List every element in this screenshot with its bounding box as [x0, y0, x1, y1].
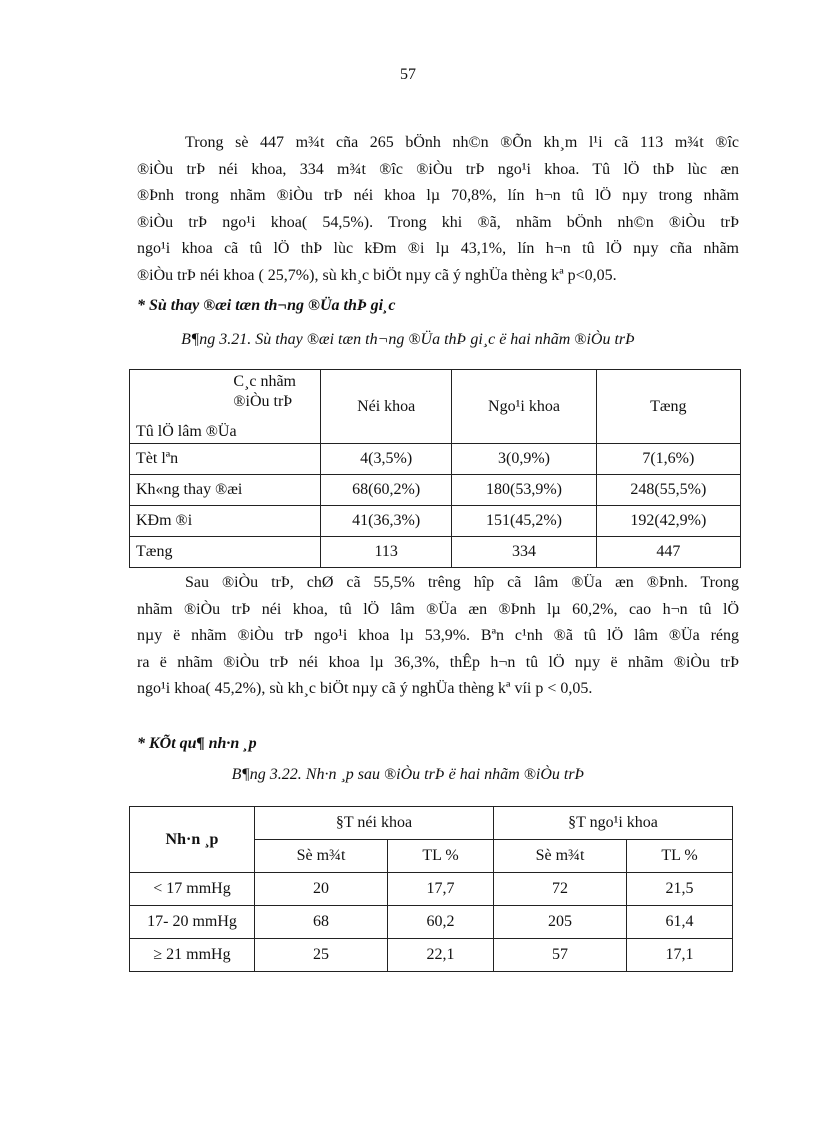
table-cell: 22,1 — [388, 939, 494, 972]
paragraph-line: nµy ë nhãm ®iÒu trÞ ngo¹i khoa lµ 53,9%. Bªn c¹nh ®ã tû lÖ lâm ®Üa réng — [137, 627, 739, 645]
corner-bottom-label: Tû lÖ lâm ®Üa — [136, 423, 237, 440]
table-cell: 334 — [452, 537, 596, 568]
table-cell: 7(1,6%) — [596, 444, 740, 475]
table-corner-header — [130, 370, 321, 444]
section-heading-iop: * KÕt qu¶ nh·n ¸p — [137, 735, 257, 752]
table-cell: 72 — [493, 873, 626, 906]
table-caption-3-22: B¶ng 3.22. Nh·n ¸p sau ®iÒu trÞ ë hai nhãm ®iÒu trÞ — [231, 766, 585, 783]
table-row — [130, 537, 741, 568]
subcolumn-header: TL % — [388, 840, 494, 873]
paragraph-line: ®iÒu trÞ néi khoa ( 25,7%), sù kh¸c biÖt nµy cã ý nghÜa thèng kª p<0,05. — [137, 266, 617, 284]
table-cell: 20 — [255, 873, 388, 906]
paragraph-line: ngo¹i khoa( 45,2%), sù kh¸c biÖt nµy cã ý nghÜa thèng kª víi p < 0,05. — [137, 680, 593, 698]
table-cell: 205 — [493, 906, 626, 939]
table-cell: 113 — [321, 537, 452, 568]
row-label: Tèt lªn — [130, 444, 321, 475]
table-cell: 180(53,9%) — [452, 475, 596, 506]
table-cell: 61,4 — [627, 906, 733, 939]
column-header: Ngo¹i khoa — [452, 370, 596, 444]
column-header: Néi khoa — [321, 370, 452, 444]
paragraph-intro — [137, 130, 739, 290]
paragraph-line: ®iÒu trÞ néi khoa, 334 m¾t ®îc ®iÒu trÞ ngo¹i khoa. Tû lÖ thÞ lùc æn — [137, 160, 739, 178]
section-heading-disc-change: * Sù thay ®æi tæn th¬ng ®Üa thÞ gi¸c — [137, 297, 396, 314]
subcolumn-header: Sè m¾t — [255, 840, 388, 873]
row-label: ≥ 21 mmHg — [130, 939, 255, 972]
table-cell: 60,2 — [388, 906, 494, 939]
table-row — [130, 444, 741, 475]
page-number: 57 — [400, 66, 416, 83]
subcolumn-header: Sè m¾t — [493, 840, 626, 873]
table-cell: 447 — [596, 537, 740, 568]
paragraph-line: ®iÒu trÞ ngo¹i khoa( 54,5%). Trong khi ®ã, nhãm bÖnh nh©n ®iÒu trÞ — [137, 213, 739, 231]
table-disc-change — [129, 369, 741, 568]
paragraph-line: ra ë nhãm ®iÒu trÞ néi khoa lµ 36,3%, thÊp h¬n tû lÖ nµy ë nhãm ®iÒu trÞ — [137, 653, 739, 671]
table-row — [130, 906, 733, 939]
table-cell: 68(60,2%) — [321, 475, 452, 506]
column-header: Tæng — [596, 370, 740, 444]
table-cell: 17,1 — [627, 939, 733, 972]
row-label: KÐm ®i — [130, 506, 321, 537]
table-cell: 3(0,9%) — [452, 444, 596, 475]
table-cell: 68 — [255, 906, 388, 939]
group-header: §T néi khoa — [255, 807, 494, 840]
group-header: §T ngo¹i khoa — [493, 807, 732, 840]
paragraph-disc-result — [137, 570, 739, 703]
table-header-row — [130, 807, 733, 840]
row-label: Kh«ng thay ®æi — [130, 475, 321, 506]
corner-top-line: ®iÒu trÞ — [233, 393, 293, 410]
table-caption-3-21: B¶ng 3.21. Sù thay ®æi tæn th¬ng ®Üa thÞ gi¸c ë hai nhãm ®iÒu trÞ — [181, 331, 635, 348]
table-cell: 4(3,5%) — [321, 444, 452, 475]
table-iop — [129, 806, 733, 972]
table-row — [130, 873, 733, 906]
paragraph-line: ngo¹i khoa cã tû lÖ thÞ lùc kÐm ®i lµ 43,1%, lín h¬n tû lÖ nµy cña nhãm — [137, 240, 739, 258]
table-cell: 57 — [493, 939, 626, 972]
table-cell: 248(55,5%) — [596, 475, 740, 506]
paragraph-line: ®Þnh trong nhãm ®iÒu trÞ néi khoa lµ 70,8%, lín h¬n tû lÖ nµy trong nhãm — [137, 187, 739, 205]
paragraph-line: Sau ®iÒu trÞ, chØ cã 55,5% trêng hîp cã lâm ®Üa æn ®Þnh. Trong — [185, 574, 739, 591]
paragraph-line: Trong sè 447 m¾t cña 265 bÖnh nh©n ®Õn kh¸m l¹i cã 113 m¾t ®îc — [185, 134, 739, 151]
table-cell: 21,5 — [627, 873, 733, 906]
table-row — [130, 939, 733, 972]
table-cell: 41(36,3%) — [321, 506, 452, 537]
table-row — [130, 506, 741, 537]
table-header-row — [130, 370, 741, 444]
corner-top-line: C¸c nhãm — [233, 373, 296, 390]
table-cell: 151(45,2%) — [452, 506, 596, 537]
table-row — [130, 475, 741, 506]
table-cell: 25 — [255, 939, 388, 972]
paragraph-line: nhãm ®iÒu trÞ néi khoa, tû lÖ lâm ®Üa æn ®Þnh lµ 60,2%, cao h¬n tû lÖ — [137, 600, 739, 618]
subcolumn-header: TL % — [627, 840, 733, 873]
row-label: Tæng — [130, 537, 321, 568]
table-cell: 17,7 — [388, 873, 494, 906]
table-cell: 192(42,9%) — [596, 506, 740, 537]
row-label: < 17 mmHg — [130, 873, 255, 906]
row-header: Nh·n ¸p — [130, 807, 255, 873]
row-label: 17- 20 mmHg — [130, 906, 255, 939]
